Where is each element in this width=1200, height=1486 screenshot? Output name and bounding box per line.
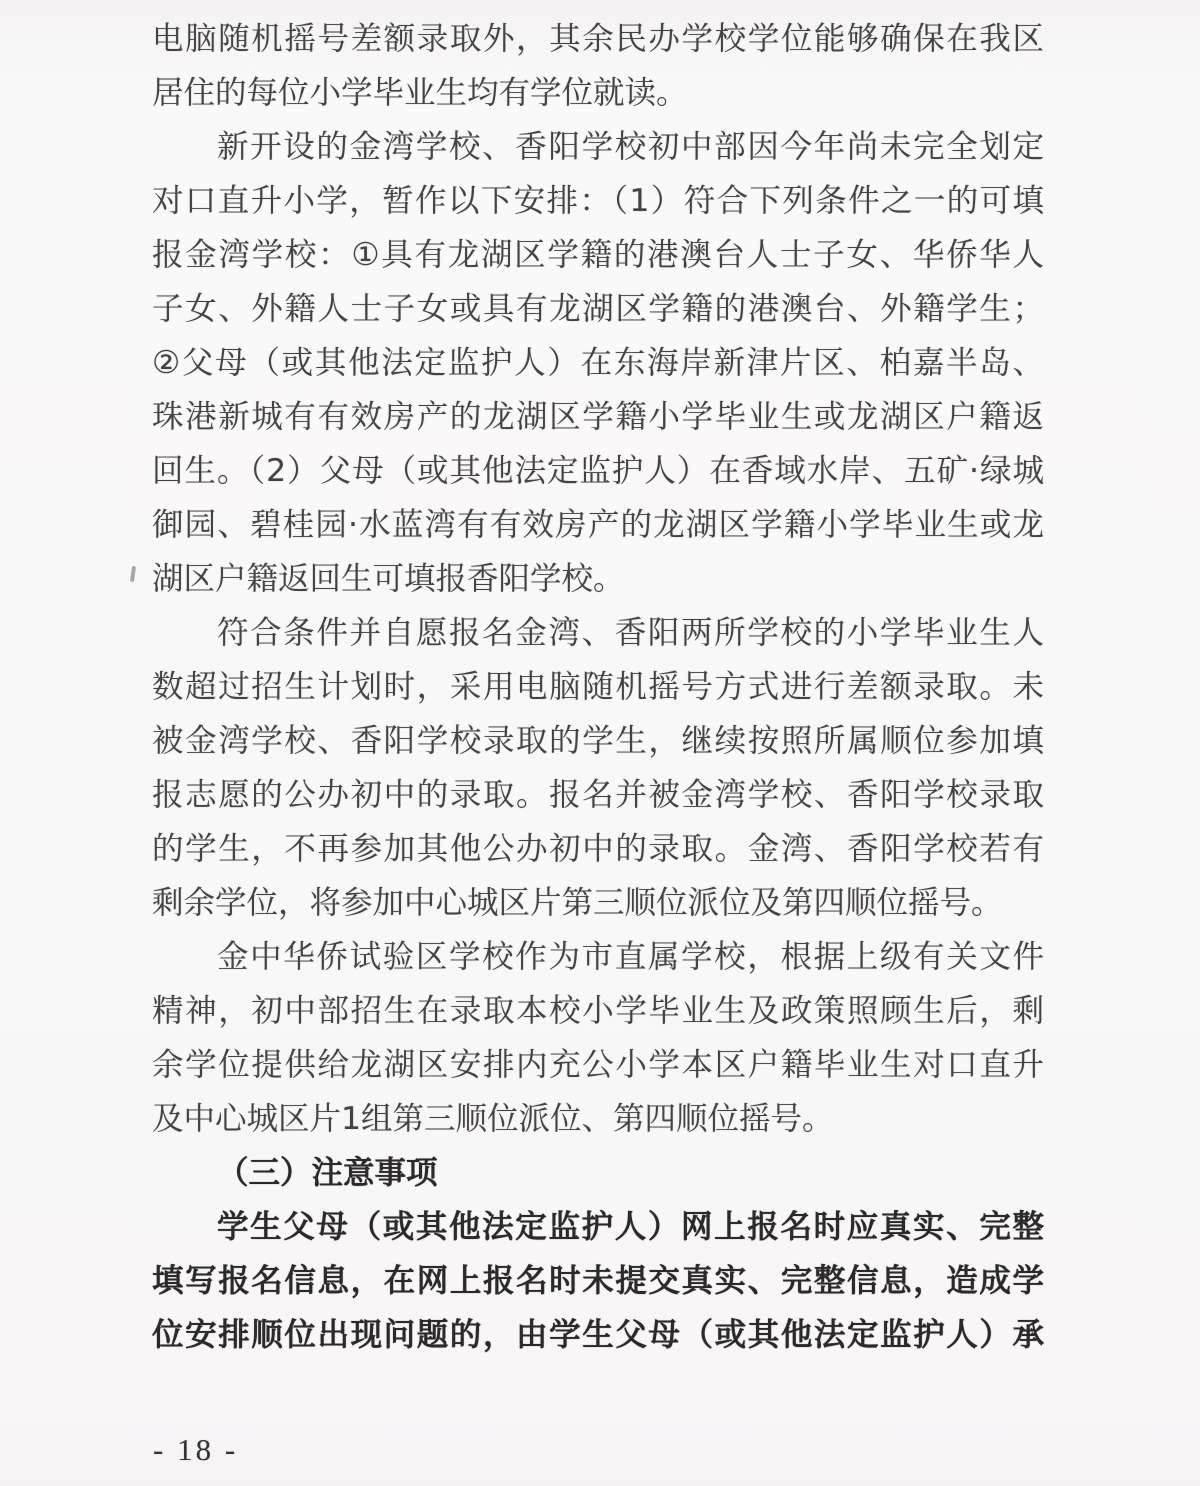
text-line: 回生。（2）父母（或其他法定监护人）在香域水岸、五矿·绿城 xyxy=(152,453,1044,489)
text-line: 对口直升小学，暂作以下安排：（1）符合下列条件之一的可填 xyxy=(152,183,1044,219)
text-line: 子女、外籍人士子女或具有龙湖区学籍的港澳台、外籍学生； xyxy=(152,291,1044,327)
text-line: 剩余学位，将参加中心城区片第三顺位派位及第四顺位摇号。 xyxy=(152,885,1003,921)
text-line: 数超过招生计划时，采用电脑随机摇号方式进行差额录取。未 xyxy=(152,669,1044,705)
text-line: 位安排顺位出现问题的，由学生父母（或其他法定监护人）承 xyxy=(152,1317,1044,1353)
page-number: - 18 - xyxy=(153,1432,239,1467)
text-line: 精神，初中部招生在录取本校小学毕业生及政策照顾生后，剩 xyxy=(152,993,1044,1029)
scan-artifact xyxy=(130,566,136,582)
text-line: 珠港新城有有效房产的龙湖区学籍小学毕业生或龙湖区户籍返 xyxy=(152,399,1044,435)
section-heading: （三）注意事项 xyxy=(217,1155,438,1191)
text-line: 新开设的金湾学校、香阳学校初中部因今年尚未完全划定 xyxy=(217,129,1044,165)
document-body xyxy=(152,12,1044,1362)
text-line: 居住的每位小学毕业生均有学位就读。 xyxy=(152,75,688,111)
text-line: 被金湾学校、香阳学校录取的学生，继续按照所属顺位参加填 xyxy=(152,723,1044,759)
text-line: 余学位提供给龙湖区安排内充公小学本区户籍毕业生对口直升 xyxy=(152,1047,1044,1083)
text-line: 御园、碧桂园·水蓝湾有有效房产的龙湖区学籍小学毕业生或龙 xyxy=(152,507,1044,543)
text-line: 符合条件并自愿报名金湾、香阳两所学校的小学毕业生人 xyxy=(217,615,1044,651)
text-line: 电脑随机摇号差额录取外，其余民办学校学位能够确保在我区 xyxy=(152,21,1044,57)
text-line: 学生父母（或其他法定监护人）网上报名时应真实、完整 xyxy=(217,1209,1044,1245)
text-line: 及中心城区片1组第三顺位派位、第四顺位摇号。 xyxy=(152,1101,834,1137)
text-line: 金中华侨试验区学校作为市直属学校，根据上级有关文件 xyxy=(217,939,1044,975)
text-line: 填写报名信息，在网上报名时未提交真实、完整信息，造成学 xyxy=(152,1263,1044,1299)
text-line: ②父母（或其他法定监护人）在东海岸新津片区、柏嘉半岛、 xyxy=(152,345,1044,381)
text-line: 湖区户籍返回生可填报香阳学校。 xyxy=(152,561,625,597)
text-line: 的学生，不再参加其他公办初中的录取。金湾、香阳学校若有 xyxy=(152,831,1044,867)
text-line: 报金湾学校：①具有龙湖区学籍的港澳台人士子女、华侨华人 xyxy=(152,237,1044,273)
text-line: 报志愿的公办初中的录取。报名并被金湾学校、香阳学校录取 xyxy=(152,777,1044,813)
